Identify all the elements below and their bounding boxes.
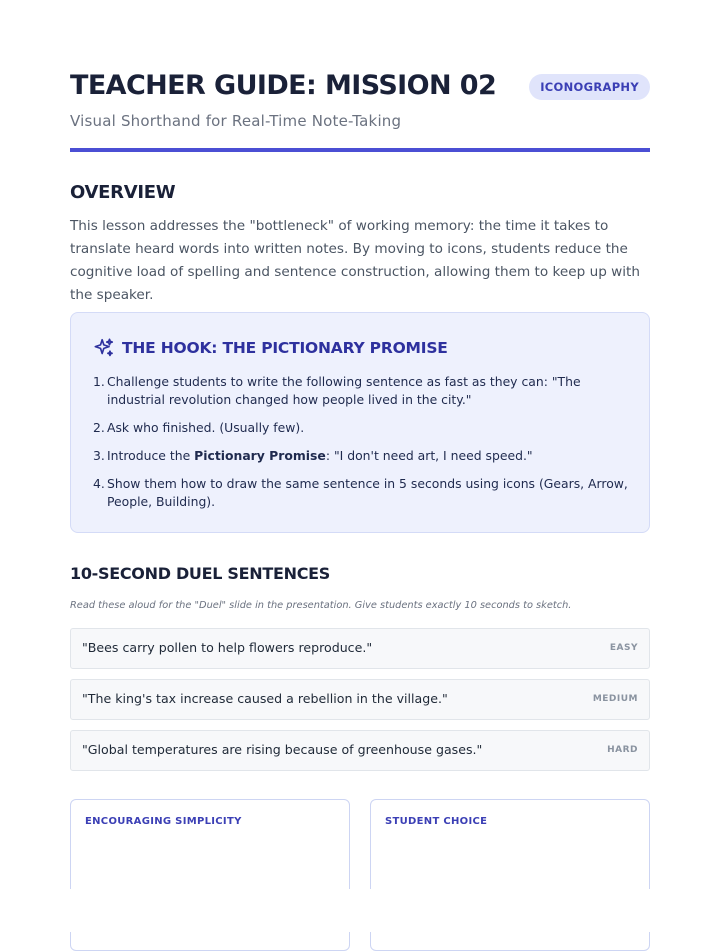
page-header <box>70 70 650 130</box>
step-text: Ask who finished. (Usually few). <box>107 420 305 435</box>
step-number: 1. <box>93 374 105 389</box>
overview-text: This lesson addresses the "bottleneck" of working memory: the time it takes to translate heard words into written notes. By moving to icons, students reduce the cognitive load of spelling and sentence construction, allowing them to keep up with the speaker. <box>70 218 640 303</box>
card-label: STUDENT CHOICE <box>385 816 488 827</box>
duel-sentence-easy <box>70 628 650 669</box>
list-item <box>93 475 632 511</box>
page-bottom-margin <box>0 889 720 932</box>
difficulty-label: EASY <box>609 643 638 653</box>
step-number: 2. <box>93 420 105 435</box>
step-number: 3. <box>93 448 105 463</box>
page-subtitle: Visual Shorthand for Real-Time Note-Taking <box>70 112 402 130</box>
page-title: TEACHER GUIDE: MISSION 02 <box>70 70 497 101</box>
list-item <box>93 373 632 409</box>
hook-panel <box>70 312 650 533</box>
header-divider <box>70 148 650 152</box>
duel-sentence-hard <box>70 730 650 771</box>
duel-heading: 10-SECOND DUEL SENTENCES <box>70 564 330 583</box>
hook-steps <box>93 373 632 521</box>
sentence-text: "The king's tax increase caused a rebellion in the village." <box>82 691 448 706</box>
overview-heading: OVERVIEW <box>70 182 176 203</box>
difficulty-label: HARD <box>607 745 638 755</box>
card-label: ENCOURAGING SIMPLICITY <box>85 816 242 827</box>
step-text: Challenge students to write the following sentence as fast as they can: "The industrial revolution changed how people lived in the city." <box>107 374 581 407</box>
sparkle-icon <box>93 337 115 359</box>
duel-instructions: Read these aloud for the "Duel" slide in the presentation. Give students exactly 10 seconds to sketch. <box>70 600 572 611</box>
hook-header <box>93 337 448 359</box>
sentence-text: "Global temperatures are rising because of greenhouse gases." <box>82 742 483 757</box>
list-item <box>93 419 632 437</box>
difficulty-label: MEDIUM <box>592 694 638 704</box>
sentence-text: "Bees carry pollen to help flowers reproduce." <box>82 640 373 655</box>
hook-title: THE HOOK: THE PICTIONARY PROMISE <box>122 339 448 357</box>
step-text-quote: : "I don't need art, I need speed." <box>325 448 533 463</box>
topic-badge: ICONOGRAPHY <box>529 74 650 100</box>
step-text-intro: Introduce the <box>107 448 195 463</box>
pictionary-promise-term: Pictionary Promise <box>194 448 326 463</box>
list-item <box>93 447 632 465</box>
step-text: Show them how to draw the same sentence in 5 seconds using icons (Gears, Arrow, People, Building). <box>107 476 628 509</box>
duel-sentence-medium <box>70 679 650 720</box>
step-number: 4. <box>93 476 105 491</box>
